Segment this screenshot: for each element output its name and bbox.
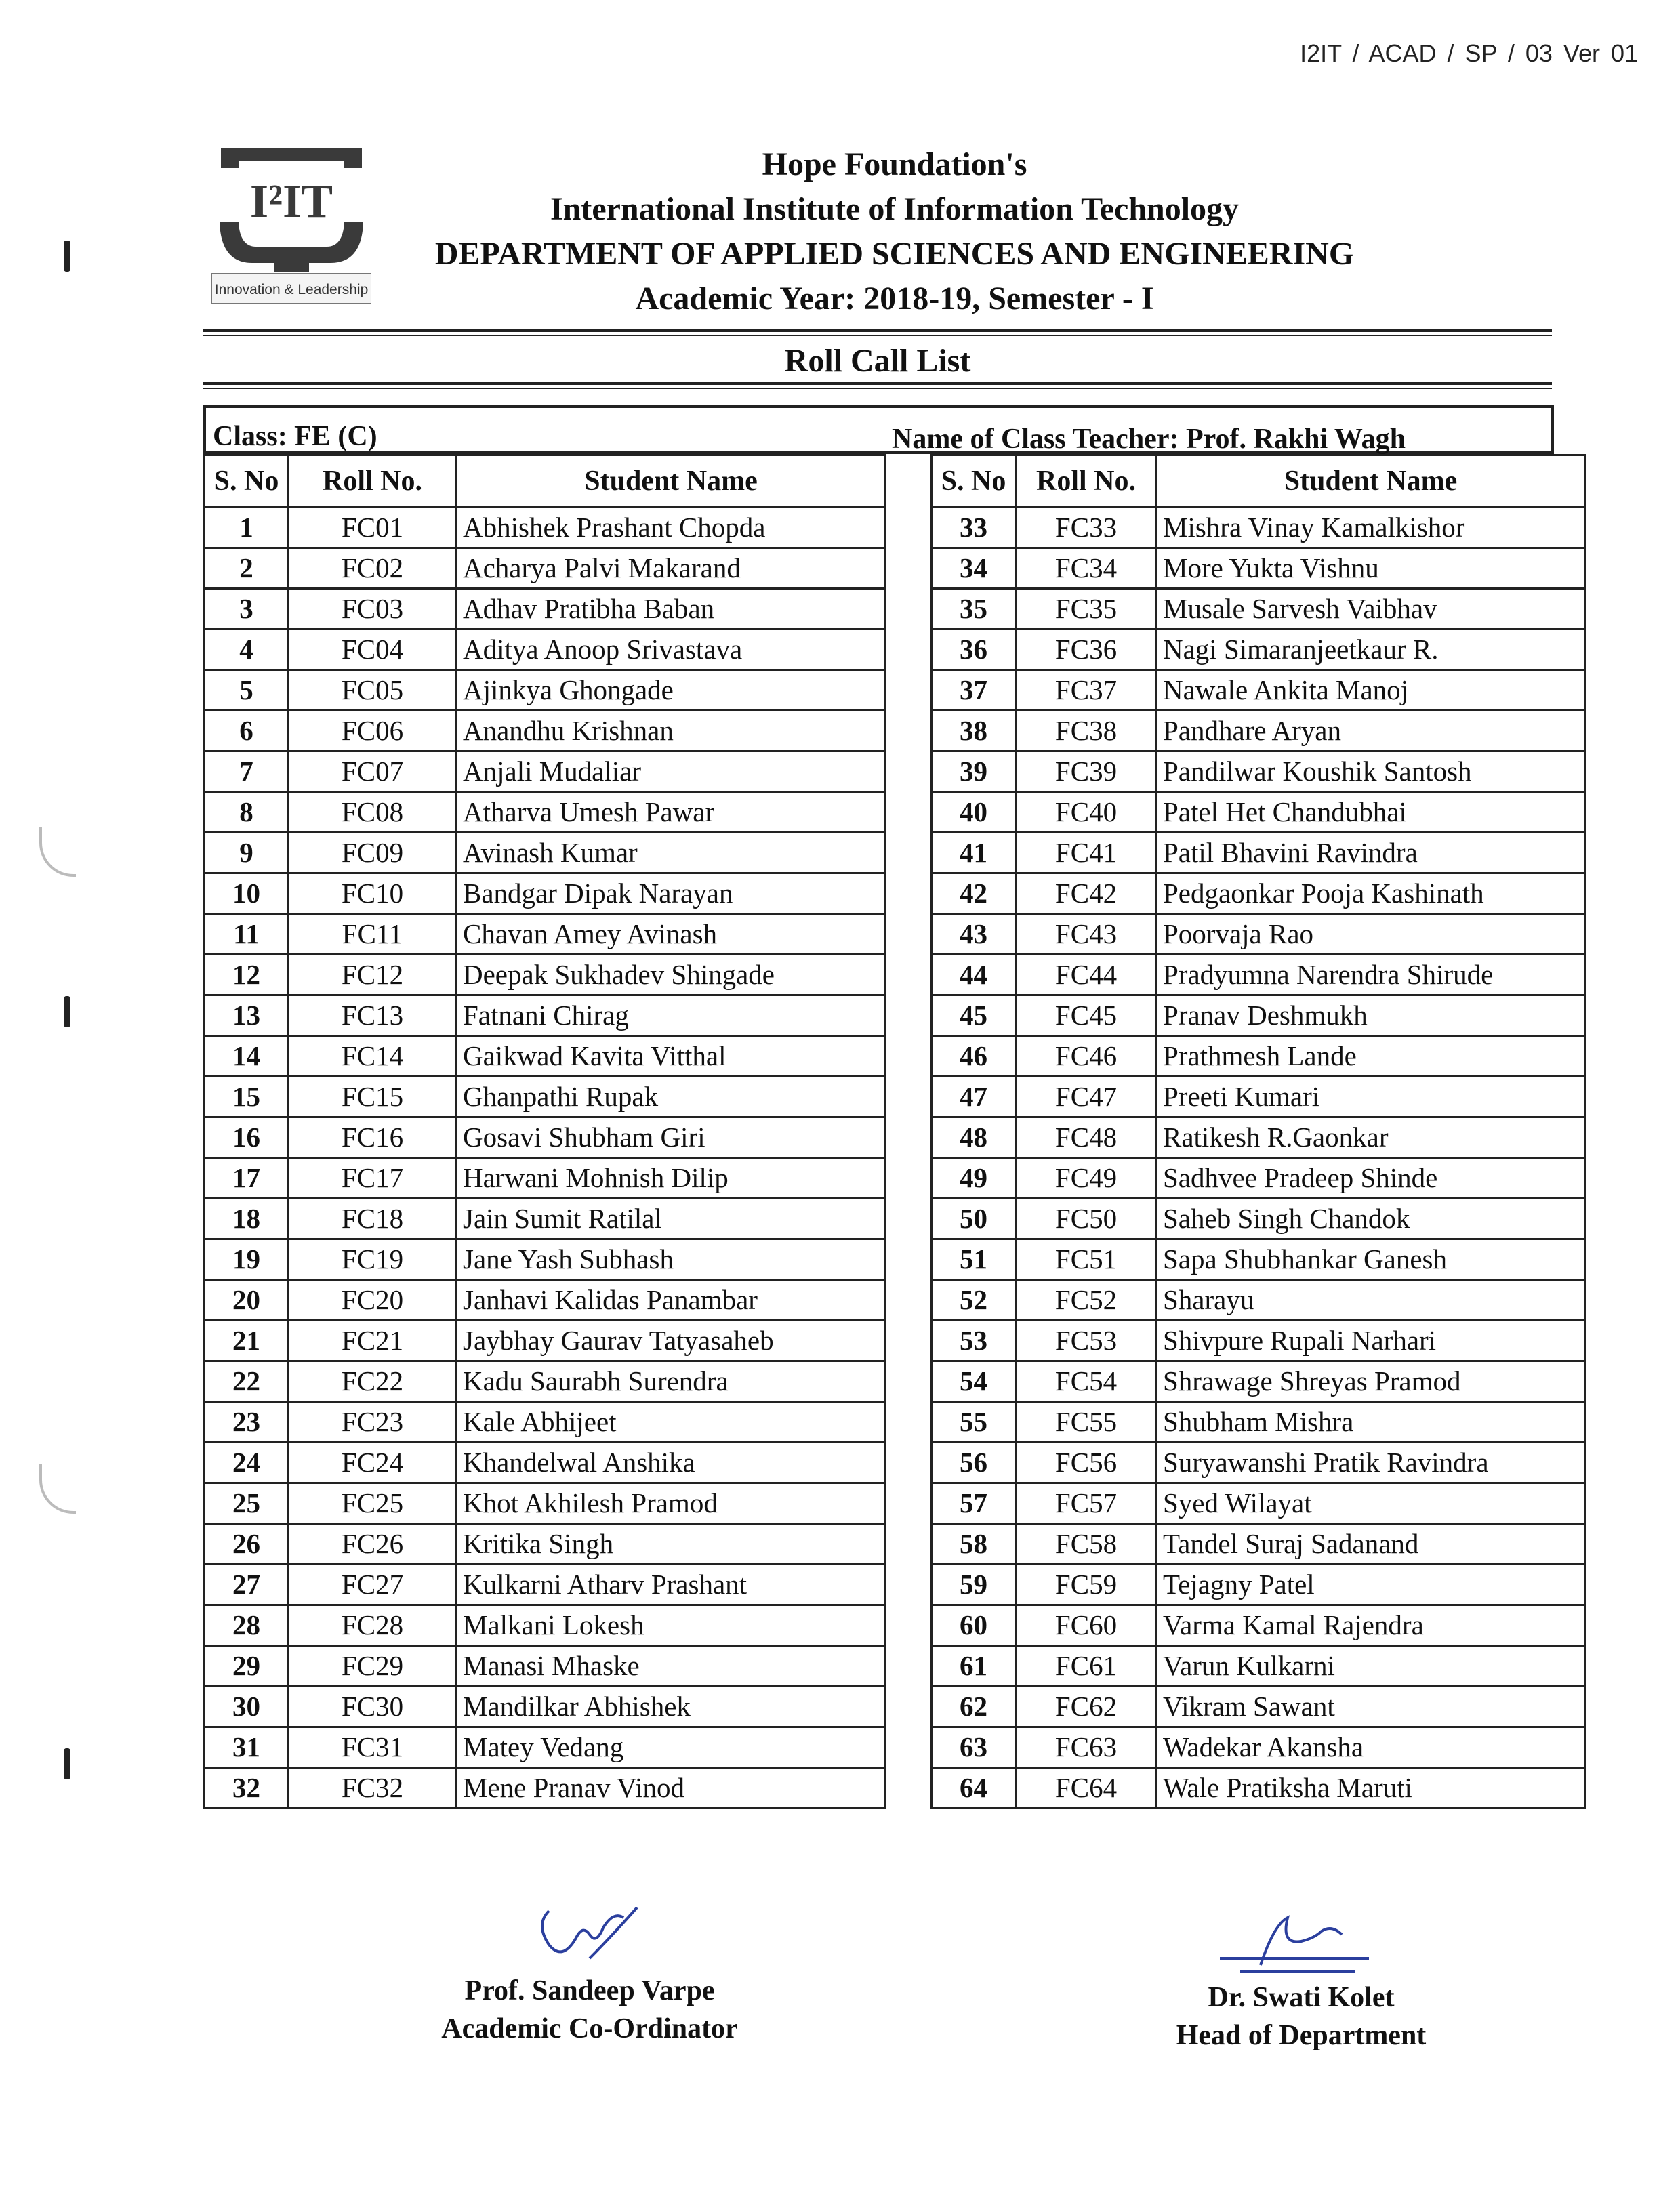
student-name: Patel Het Chandubhai (1157, 792, 1585, 833)
student-name: Anjali Mudaliar (457, 751, 886, 792)
student-name: Avinash Kumar (457, 833, 886, 873)
student-sno: 41 (932, 833, 1016, 873)
table-row (205, 1158, 886, 1199)
student-roll-no: FC14 (289, 1036, 457, 1077)
table-row (932, 833, 1585, 873)
student-name: Gosavi Shubham Giri (457, 1117, 886, 1158)
student-sno: 1 (205, 508, 289, 548)
student-roll-no: FC11 (289, 914, 457, 955)
student-name: Suryawanshi Pratik Ravindra (1157, 1443, 1585, 1483)
table-row (932, 1727, 1585, 1768)
table-row (932, 792, 1585, 833)
student-roll-no: FC26 (289, 1524, 457, 1565)
student-roll-no: FC20 (289, 1280, 457, 1321)
student-name: Shubham Mishra (1157, 1402, 1585, 1443)
table-row (932, 873, 1585, 914)
table-row (205, 792, 886, 833)
table-row (205, 548, 886, 589)
signature-block-coordinator (380, 1897, 800, 2048)
student-name: Tejagny Patel (1157, 1565, 1585, 1605)
table-header-row (205, 455, 886, 508)
table-row (932, 955, 1585, 995)
student-name: Manasi Mhaske (457, 1646, 886, 1687)
student-sno: 43 (932, 914, 1016, 955)
student-name: Janhavi Kalidas Panambar (457, 1280, 886, 1321)
column-header-roll: Roll No. (289, 455, 457, 508)
student-sno: 49 (932, 1158, 1016, 1199)
student-name: Mene Pranav Vinod (457, 1768, 886, 1809)
student-roll-no: FC13 (289, 995, 457, 1036)
table-row (932, 670, 1585, 711)
student-name: Wale Pratiksha Maruti (1157, 1768, 1585, 1809)
student-roll-no: FC51 (1016, 1239, 1157, 1280)
student-sno: 11 (205, 914, 289, 955)
student-roll-no: FC58 (1016, 1524, 1157, 1565)
student-sno: 20 (205, 1280, 289, 1321)
student-name: Anandhu Krishnan (457, 711, 886, 751)
table-row (932, 1443, 1585, 1483)
student-sno: 29 (205, 1646, 289, 1687)
table-row (932, 1524, 1585, 1565)
student-name: Mishra Vinay Kamalkishor (1157, 508, 1585, 548)
scan-mark (64, 241, 70, 272)
table-row (932, 1768, 1585, 1809)
student-name: Prathmesh Lande (1157, 1036, 1585, 1077)
student-name: Syed Wilayat (1157, 1483, 1585, 1524)
student-roll-no: FC27 (289, 1565, 457, 1605)
student-roll-no: FC10 (289, 873, 457, 914)
student-name: Chavan Amey Avinash (457, 914, 886, 955)
table-row (205, 1524, 886, 1565)
table-row (205, 670, 886, 711)
student-sno: 19 (205, 1239, 289, 1280)
table-row (205, 1768, 886, 1809)
table-row (932, 589, 1585, 629)
student-roll-no: FC24 (289, 1443, 457, 1483)
student-name: Acharya Palvi Makarand (457, 548, 886, 589)
institute-header (434, 142, 1355, 321)
table-row (205, 914, 886, 955)
student-sno: 47 (932, 1077, 1016, 1117)
student-roll-no: FC09 (289, 833, 457, 873)
student-roll-no: FC35 (1016, 589, 1157, 629)
signature-block-hod (1139, 1904, 1464, 2055)
table-row (205, 1077, 886, 1117)
student-sno: 23 (205, 1402, 289, 1443)
table-header-row (932, 455, 1585, 508)
class-teacher-label: Name of Class Teacher: Prof. Rakhi Wagh (892, 424, 1406, 455)
student-name: Pandilwar Koushik Santosh (1157, 751, 1585, 792)
student-name: Ratikesh R.Gaonkar (1157, 1117, 1585, 1158)
student-name: Varun Kulkarni (1157, 1646, 1585, 1687)
table-row (205, 995, 886, 1036)
student-roll-no: FC38 (1016, 711, 1157, 751)
student-roll-no: FC23 (289, 1402, 457, 1443)
table-row (205, 508, 886, 548)
table-row (205, 589, 886, 629)
student-name: Poorvaja Rao (1157, 914, 1585, 955)
student-name: Preeti Kumari (1157, 1077, 1585, 1117)
punch-hole (39, 827, 76, 877)
student-sno: 3 (205, 589, 289, 629)
student-sno: 13 (205, 995, 289, 1036)
table-row (205, 1565, 886, 1605)
table-row (932, 751, 1585, 792)
table-row (205, 629, 886, 670)
student-sno: 27 (205, 1565, 289, 1605)
student-roll-no: FC44 (1016, 955, 1157, 995)
student-sno: 9 (205, 833, 289, 873)
student-roll-no: FC17 (289, 1158, 457, 1199)
coordinator-title: Academic Co-Ordinator (441, 2013, 738, 2044)
student-roll-no: FC05 (289, 670, 457, 711)
column-header-name: Student Name (1157, 455, 1585, 508)
student-sno: 15 (205, 1077, 289, 1117)
table-row (932, 1687, 1585, 1727)
header-academic-year: Academic Year: 2018-19, Semester - I (635, 281, 1154, 316)
student-sno: 54 (932, 1361, 1016, 1402)
student-roll-no: FC16 (289, 1117, 457, 1158)
student-sno: 14 (205, 1036, 289, 1077)
hod-name: Dr. Swati Kolet (1208, 1982, 1395, 2013)
student-name: Ajinkya Ghongade (457, 670, 886, 711)
header-rule-top (203, 329, 1552, 332)
table-row (205, 873, 886, 914)
student-sno: 36 (932, 629, 1016, 670)
student-roll-no: FC07 (289, 751, 457, 792)
student-sno: 31 (205, 1727, 289, 1768)
student-sno: 40 (932, 792, 1016, 833)
student-roll-no: FC61 (1016, 1646, 1157, 1687)
student-roll-no: FC47 (1016, 1077, 1157, 1117)
student-name: Deepak Sukhadev Shingade (457, 955, 886, 995)
table-row (932, 1239, 1585, 1280)
student-roll-no: FC33 (1016, 508, 1157, 548)
student-sno: 28 (205, 1605, 289, 1646)
student-name: Mandilkar Abhishek (457, 1687, 886, 1727)
student-name: Wadekar Akansha (1157, 1727, 1585, 1768)
student-name: Gaikwad Kavita Vitthal (457, 1036, 886, 1077)
table-row (205, 1687, 886, 1727)
table-row (932, 1077, 1585, 1117)
table-row (932, 508, 1585, 548)
student-roll-no: FC39 (1016, 751, 1157, 792)
table-row (932, 1402, 1585, 1443)
student-roll-no: FC31 (289, 1727, 457, 1768)
student-sno: 38 (932, 711, 1016, 751)
student-sno: 64 (932, 1768, 1016, 1809)
student-roll-no: FC56 (1016, 1443, 1157, 1483)
table-row (205, 1402, 886, 1443)
title-rule-thin (203, 388, 1552, 389)
student-roll-no: FC12 (289, 955, 457, 995)
student-sno: 32 (205, 1768, 289, 1809)
signature-mark (522, 1897, 657, 1972)
punch-hole (39, 1464, 76, 1514)
table-row (205, 1036, 886, 1077)
student-roll-no: FC50 (1016, 1199, 1157, 1239)
student-roll-no: FC18 (289, 1199, 457, 1239)
student-sno: 58 (932, 1524, 1016, 1565)
student-roll-no: FC25 (289, 1483, 457, 1524)
student-name: Sapa Shubhankar Ganesh (1157, 1239, 1585, 1280)
table-row (205, 1361, 886, 1402)
student-roll-no: FC49 (1016, 1158, 1157, 1199)
student-roll-no: FC08 (289, 792, 457, 833)
student-sno: 18 (205, 1199, 289, 1239)
table-row (932, 548, 1585, 589)
student-name: Khot Akhilesh Pramod (457, 1483, 886, 1524)
student-name: Shivpure Rupali Narhari (1157, 1321, 1585, 1361)
student-sno: 24 (205, 1443, 289, 1483)
table-row (205, 751, 886, 792)
student-sno: 53 (932, 1321, 1016, 1361)
student-name: Jaybhay Gaurav Tatyasaheb (457, 1321, 886, 1361)
student-sno: 35 (932, 589, 1016, 629)
student-roll-no: FC21 (289, 1321, 457, 1361)
student-name: Pradyumna Narendra Shirude (1157, 955, 1585, 995)
institute-logo (211, 141, 371, 309)
student-roll-no: FC40 (1016, 792, 1157, 833)
header-department: DEPARTMENT OF APPLIED SCIENCES AND ENGINEERING (434, 236, 1355, 272)
header-foundation: Hope Foundation's (762, 146, 1027, 182)
student-name: Pedgaonkar Pooja Kashinath (1157, 873, 1585, 914)
student-sno: 60 (932, 1605, 1016, 1646)
table-row (932, 1117, 1585, 1158)
scan-mark (64, 1748, 70, 1779)
student-roll-no: FC63 (1016, 1727, 1157, 1768)
student-roll-no: FC06 (289, 711, 457, 751)
student-sno: 50 (932, 1199, 1016, 1239)
student-sno: 34 (932, 548, 1016, 589)
student-sno: 17 (205, 1158, 289, 1199)
table-row (932, 1158, 1585, 1199)
student-roll-no: FC03 (289, 589, 457, 629)
class-label: Class: FE (C) (213, 421, 377, 452)
student-sno: 6 (205, 711, 289, 751)
student-name: Musale Sarvesh Vaibhav (1157, 589, 1585, 629)
header-rule-top-thin (203, 335, 1552, 336)
student-roll-no: FC59 (1016, 1565, 1157, 1605)
table-row (932, 1361, 1585, 1402)
column-header-roll: Roll No. (1016, 455, 1157, 508)
table-row (932, 1199, 1585, 1239)
student-roll-no: FC60 (1016, 1605, 1157, 1646)
student-roll-no: FC29 (289, 1646, 457, 1687)
header-institute: International Institute of Information Technology (550, 191, 1239, 227)
student-sno: 61 (932, 1646, 1016, 1687)
table-row (205, 1117, 886, 1158)
student-name: Vikram Sawant (1157, 1687, 1585, 1727)
student-sno: 55 (932, 1402, 1016, 1443)
table-row (932, 914, 1585, 955)
student-name: Sharayu (1157, 1280, 1585, 1321)
student-roll-no: FC42 (1016, 873, 1157, 914)
student-roll-no: FC36 (1016, 629, 1157, 670)
table-row (205, 1646, 886, 1687)
coordinator-name: Prof. Sandeep Varpe (464, 1975, 715, 2006)
student-roll-no: FC01 (289, 508, 457, 548)
student-sno: 5 (205, 670, 289, 711)
student-sno: 22 (205, 1361, 289, 1402)
roll-table-right (930, 454, 1586, 1809)
student-roll-no: FC55 (1016, 1402, 1157, 1443)
table-row (205, 833, 886, 873)
table-row (932, 995, 1585, 1036)
student-sno: 46 (932, 1036, 1016, 1077)
student-name: Pandhare Aryan (1157, 711, 1585, 751)
table-row (932, 1036, 1585, 1077)
column-header-sno: S. No (932, 455, 1016, 508)
student-roll-no: FC28 (289, 1605, 457, 1646)
logo-mark-text: I²IT (249, 176, 333, 228)
student-roll-no: FC32 (289, 1768, 457, 1809)
student-roll-no: FC43 (1016, 914, 1157, 955)
table-row (205, 1239, 886, 1280)
student-name: Tandel Suraj Sadanand (1157, 1524, 1585, 1565)
student-sno: 25 (205, 1483, 289, 1524)
column-header-name: Student Name (457, 455, 886, 508)
student-sno: 39 (932, 751, 1016, 792)
signature-mark (1200, 1904, 1403, 1979)
student-roll-no: FC54 (1016, 1361, 1157, 1402)
table-row (932, 711, 1585, 751)
student-name: Abhishek Prashant Chopda (457, 508, 886, 548)
student-roll-no: FC52 (1016, 1280, 1157, 1321)
student-name: Kritika Singh (457, 1524, 886, 1565)
student-sno: 30 (205, 1687, 289, 1727)
student-name: Varma Kamal Rajendra (1157, 1605, 1585, 1646)
student-name: Harwani Mohnish Dilip (457, 1158, 886, 1199)
student-name: Nagi Simaranjeetkaur R. (1157, 629, 1585, 670)
student-name: Malkani Lokesh (457, 1605, 886, 1646)
student-name: Saheb Singh Chandok (1157, 1199, 1585, 1239)
student-name: Nawale Ankita Manoj (1157, 670, 1585, 711)
student-roll-no: FC02 (289, 548, 457, 589)
table-row (205, 1605, 886, 1646)
scan-mark (64, 996, 70, 1027)
student-roll-no: FC34 (1016, 548, 1157, 589)
student-sno: 48 (932, 1117, 1016, 1158)
table-row (205, 1483, 886, 1524)
hod-title: Head of Department (1176, 2020, 1427, 2051)
student-name: Pranav Deshmukh (1157, 995, 1585, 1036)
student-sno: 16 (205, 1117, 289, 1158)
table-row (932, 1321, 1585, 1361)
document-reference: I2IT / ACAD / SP / 03 Ver 01 (1300, 39, 1638, 67)
student-roll-no: FC22 (289, 1361, 457, 1402)
column-header-sno: S. No (205, 455, 289, 508)
student-sno: 57 (932, 1483, 1016, 1524)
student-sno: 51 (932, 1239, 1016, 1280)
student-name: Aditya Anoop Srivastava (457, 629, 886, 670)
student-name: Atharva Umesh Pawar (457, 792, 886, 833)
student-name: More Yukta Vishnu (1157, 548, 1585, 589)
student-name: Jane Yash Subhash (457, 1239, 886, 1280)
logo-tagline: Innovation & Leadership (214, 282, 369, 297)
table-row (205, 955, 886, 995)
student-name: Matey Vedang (457, 1727, 886, 1768)
student-sno: 52 (932, 1280, 1016, 1321)
student-sno: 63 (932, 1727, 1016, 1768)
student-roll-no: FC19 (289, 1239, 457, 1280)
student-sno: 4 (205, 629, 289, 670)
student-sno: 62 (932, 1687, 1016, 1727)
student-sno: 10 (205, 873, 289, 914)
student-sno: 33 (932, 508, 1016, 548)
student-name: Patil Bhavini Ravindra (1157, 833, 1585, 873)
student-roll-no: FC64 (1016, 1768, 1157, 1809)
student-sno: 21 (205, 1321, 289, 1361)
table-row (205, 711, 886, 751)
title-rule (203, 382, 1552, 385)
student-name: Ghanpathi Rupak (457, 1077, 886, 1117)
student-name: Kulkarni Atharv Prashant (457, 1565, 886, 1605)
student-name: Khandelwal Anshika (457, 1443, 886, 1483)
student-sno: 44 (932, 955, 1016, 995)
table-row (205, 1280, 886, 1321)
student-roll-no: FC45 (1016, 995, 1157, 1036)
table-row (932, 1280, 1585, 1321)
table-row (932, 1646, 1585, 1687)
student-roll-no: FC15 (289, 1077, 457, 1117)
student-roll-no: FC30 (289, 1687, 457, 1727)
student-roll-no: FC04 (289, 629, 457, 670)
table-row (932, 629, 1585, 670)
student-name: Bandgar Dipak Narayan (457, 873, 886, 914)
student-sno: 7 (205, 751, 289, 792)
student-roll-no: FC62 (1016, 1687, 1157, 1727)
table-row (932, 1605, 1585, 1646)
student-name: Jain Sumit Ratilal (457, 1199, 886, 1239)
student-name: Kale Abhijeet (457, 1402, 886, 1443)
student-roll-no: FC41 (1016, 833, 1157, 873)
student-sno: 8 (205, 792, 289, 833)
student-roll-no: FC53 (1016, 1321, 1157, 1361)
student-sno: 12 (205, 955, 289, 995)
student-name: Sadhvee Pradeep Shinde (1157, 1158, 1585, 1199)
table-row (205, 1443, 886, 1483)
table-row (205, 1321, 886, 1361)
student-sno: 59 (932, 1565, 1016, 1605)
roll-table-left (203, 454, 886, 1809)
table-row (205, 1199, 886, 1239)
table-row (932, 1483, 1585, 1524)
class-info-bar (203, 405, 1554, 454)
student-name: Shrawage Shreyas Pramod (1157, 1361, 1585, 1402)
student-name: Kadu Saurabh Surendra (457, 1361, 886, 1402)
student-sno: 37 (932, 670, 1016, 711)
list-title: Roll Call List (784, 343, 971, 379)
table-row (205, 1727, 886, 1768)
student-roll-no: FC48 (1016, 1117, 1157, 1158)
student-roll-no: FC57 (1016, 1483, 1157, 1524)
student-sno: 45 (932, 995, 1016, 1036)
student-roll-no: FC46 (1016, 1036, 1157, 1077)
student-name: Adhav Pratibha Baban (457, 589, 886, 629)
student-roll-no: FC37 (1016, 670, 1157, 711)
student-sno: 26 (205, 1524, 289, 1565)
student-sno: 42 (932, 873, 1016, 914)
table-row (932, 1565, 1585, 1605)
student-sno: 2 (205, 548, 289, 589)
student-sno: 56 (932, 1443, 1016, 1483)
student-name: Fatnani Chirag (457, 995, 886, 1036)
